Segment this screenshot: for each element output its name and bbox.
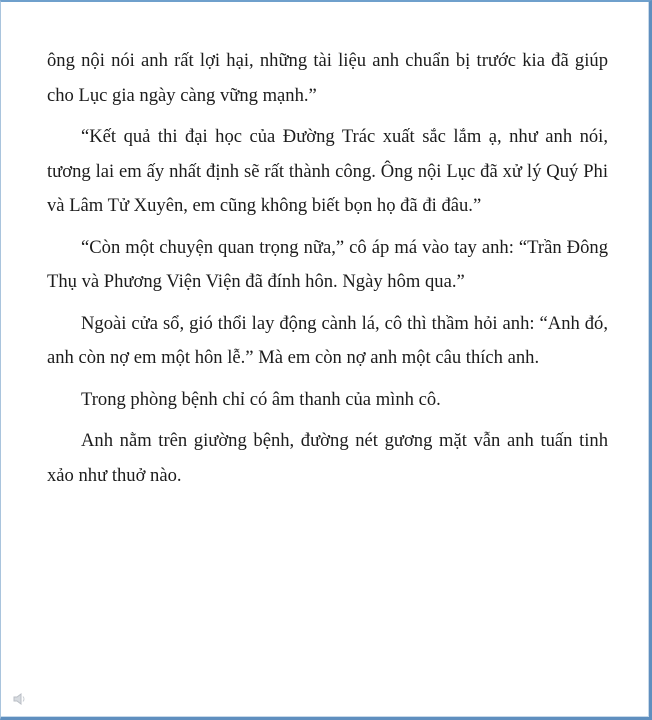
paragraph: “Kết quả thi đại học của Đường Trác xuất sắc lắm ạ, như anh nói, tương lai em ấy nhất định sẽ rất thành công. Ông nội Lục đã xử lý Quý Phi và Lâm Tử Xuyên, em cũng không biết bọn họ đã đi đâu.”: [47, 126, 608, 216]
speaker-arrow-glyph: [13, 693, 27, 705]
document-page: [47, 44, 608, 500]
paragraph: Trong phòng bệnh chỉ có âm thanh của mình cô.: [81, 388, 441, 410]
paragraph: “Còn một chuyện quan trọng nữa,” cô áp má vào tay anh: “Trần Đông Thụ và Phương Viện Viện đã đính hôn. Ngày hôm qua.”: [47, 236, 608, 292]
paragraph: Anh nằm trên giường bệnh, đường nét gương mặt vẫn anh tuấn tinh xảo như thuở nào.: [47, 430, 608, 486]
paragraph: ông nội nói anh rất lợi hại, những tài liệu anh chuẩn bị trước kia đã giúp cho Lục gia ngày càng vững mạnh.”: [47, 50, 608, 106]
speaker-arrow-icon[interactable]: [13, 693, 27, 705]
paragraph: Ngoài cửa sổ, gió thổi lay động cành lá, cô thì thầm hỏi anh: “Anh đó, anh còn nợ em một hôn lễ.” Mà em còn nợ anh một câu thích anh.: [47, 312, 608, 368]
